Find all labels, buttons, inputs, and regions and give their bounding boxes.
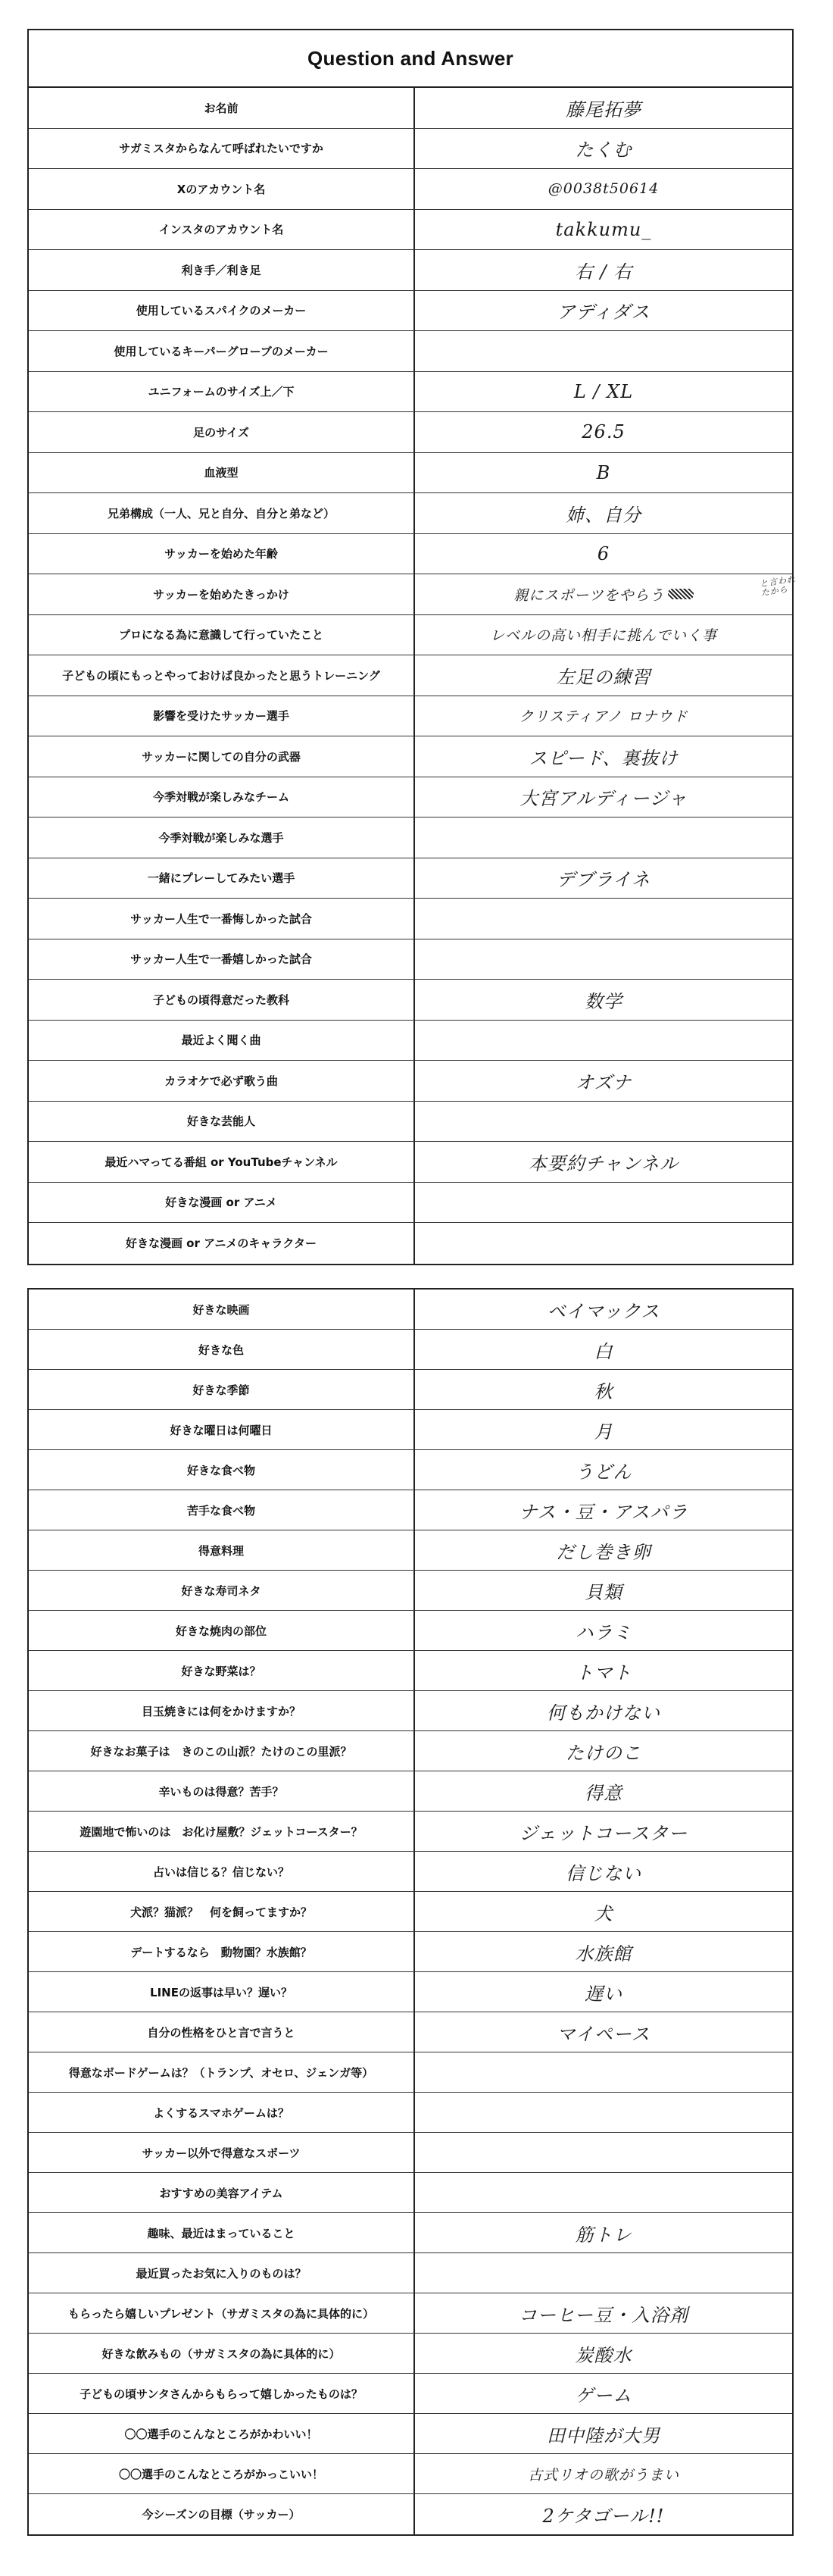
handwritten-answer	[415, 1731, 792, 1771]
question-label: 好きな食べ物	[29, 1450, 415, 1490]
answer-text: ハラミ	[575, 1621, 632, 1643]
qa-row	[29, 88, 792, 129]
questionnaire-sheet-1	[27, 29, 797, 1265]
answer-text: 左足の練習	[556, 666, 651, 688]
qa-row	[29, 1691, 792, 1731]
qa-row	[29, 331, 792, 372]
answer-text: 炭酸水	[575, 2344, 632, 2366]
answer-text: 古式リオの歌がうまい	[528, 2466, 679, 2484]
question-label: 兄弟構成（一人、兄と自分、自分と弟など）	[29, 493, 415, 533]
answer-text: クリスティアノ ロナウド	[519, 708, 688, 726]
qa-row	[29, 210, 792, 251]
handwritten-answer	[415, 129, 792, 169]
handwritten-answer	[415, 2133, 792, 2172]
qa-row	[29, 1021, 792, 1061]
qa-row	[29, 1183, 792, 1224]
qa-row	[29, 2253, 792, 2293]
handwritten-answer	[415, 250, 792, 290]
qa-row	[29, 2414, 792, 2454]
qa-row	[29, 1290, 792, 1330]
qa-row	[29, 493, 792, 534]
answer-text: オズナ	[575, 1071, 632, 1093]
question-label: 好きな曜日は何曜日	[29, 1410, 415, 1449]
question-label: 好きな漫画 or アニメ	[29, 1183, 415, 1223]
qa-row	[29, 980, 792, 1021]
handwritten-answer	[415, 2173, 792, 2212]
question-label: 〇〇選手のこんなところがかっこいい！	[29, 2454, 415, 2493]
qa-row	[29, 1450, 792, 1490]
question-label: 〇〇選手のこんなところがかわいい！	[29, 2414, 415, 2453]
qa-row	[29, 2454, 792, 2494]
answer-text: 6	[597, 542, 610, 564]
answer-text: だし巻き卵	[556, 1541, 651, 1563]
handwritten-answer	[415, 1290, 792, 1329]
answer-text: takkumu_	[555, 218, 652, 240]
handwritten-answer	[415, 88, 792, 128]
qa-row	[29, 1530, 792, 1571]
answer-text: 得意	[585, 1782, 622, 1804]
handwritten-answer	[415, 1410, 792, 1449]
question-label: 最近よく聞く曲	[29, 1021, 415, 1061]
qa-row	[29, 615, 792, 656]
qa-row	[29, 696, 792, 737]
answer-text: L / XL	[573, 380, 634, 402]
question-label: 血液型	[29, 453, 415, 493]
question-label: 今シーズンの目標（サッカー）	[29, 2494, 415, 2534]
qa-row	[29, 818, 792, 858]
crossed-out-scribble	[668, 589, 694, 599]
handwritten-answer	[415, 1892, 792, 1931]
qa-row	[29, 453, 792, 494]
question-label: 好きな寿司ネタ	[29, 1571, 415, 1610]
qa-row	[29, 1771, 792, 1812]
qa-row	[29, 2012, 792, 2052]
answer-text: 犬	[594, 1902, 613, 1924]
answer-text: 秋	[594, 1380, 613, 1402]
question-label: 一緒にプレーしてみたい選手	[29, 858, 415, 899]
question-label: 自分の性格をひと言で言うと	[29, 2012, 415, 2052]
answer-text: ベイマックス	[547, 1300, 660, 1322]
question-label: 好きな野菜は？	[29, 1651, 415, 1690]
handwritten-answer	[415, 2494, 792, 2534]
answer-text: 2ケタゴール!!	[542, 2506, 665, 2527]
handwritten-answer	[415, 1852, 792, 1891]
question-label: 影響を受けたサッカー選手	[29, 696, 415, 736]
qa-row	[29, 1571, 792, 1611]
question-label: 趣味、最近はまっていること	[29, 2213, 415, 2252]
answer-text: 貝類	[585, 1581, 622, 1603]
answer-text: デブライネ	[556, 869, 651, 891]
question-label: Xのアカウント名	[29, 169, 415, 209]
answer-text: 親にスポーツをやらう	[513, 586, 665, 604]
question-label: サッカーを始めたきっかけ	[29, 574, 415, 614]
handwritten-answer	[415, 736, 792, 777]
answer-text: 月	[594, 1421, 613, 1443]
question-label: お名前	[29, 88, 415, 128]
question-label: デートするなら 動物園？水族館？	[29, 1932, 415, 1971]
qa-row	[29, 736, 792, 777]
qa-table-2	[29, 1290, 792, 2534]
handwritten-answer	[415, 1972, 792, 2012]
qa-row	[29, 2494, 792, 2534]
qa-row	[29, 2334, 792, 2374]
answer-text: トマト	[575, 1662, 632, 1683]
handwritten-answer	[415, 1142, 792, 1182]
qa-row	[29, 372, 792, 413]
handwritten-answer	[415, 2253, 792, 2293]
question-label: 使用しているスパイクのメーカー	[29, 291, 415, 331]
question-label: サッカー人生で一番悔しかった試合	[29, 899, 415, 939]
question-label: 子どもの頃サンタさんからもらって嬉しかったものは？	[29, 2374, 415, 2413]
questionnaire-sheet-2	[27, 1288, 794, 2536]
handwritten-answer	[415, 980, 792, 1020]
handwritten-answer	[415, 899, 792, 939]
handwritten-answer	[415, 331, 792, 371]
qa-row	[29, 2213, 792, 2253]
qa-row	[29, 1223, 792, 1264]
question-label: サッカー以外で得意なスポーツ	[29, 2133, 415, 2172]
handwritten-answer	[415, 2454, 792, 2493]
question-label: サッカーに関しての自分の武器	[29, 736, 415, 777]
question-label: もらったら嬉しいプレゼント（サガミスタの為に具体的に）	[29, 2293, 415, 2333]
answer-text: レベルの高い相手に挑んでいく事	[489, 627, 717, 645]
answer-text: 田中陸が大男	[547, 2424, 660, 2446]
qa-row	[29, 534, 792, 575]
qa-row	[29, 1370, 792, 1410]
handwritten-answer	[415, 1691, 792, 1730]
answer-text: たけのこ	[566, 1742, 641, 1764]
answer-text: たくむ	[575, 139, 632, 161]
handwritten-answer	[415, 1771, 792, 1811]
qa-row	[29, 1932, 792, 1972]
qa-row	[29, 1410, 792, 1450]
qa-row	[29, 412, 792, 453]
qa-row	[29, 2093, 792, 2133]
handwritten-answer	[415, 534, 792, 574]
question-label: 遊園地で怖いのは お化け屋敷？ジェットコースター？	[29, 1812, 415, 1851]
handwritten-answer	[415, 1370, 792, 1409]
qa-row	[29, 1812, 792, 1852]
handwritten-answer	[415, 858, 792, 899]
question-label: 好きな芸能人	[29, 1102, 415, 1142]
qa-row	[29, 250, 792, 291]
qa-row	[29, 2173, 792, 2213]
sheet-title: Question and Answer	[29, 30, 792, 88]
qa-row	[29, 2133, 792, 2173]
handwritten-answer	[415, 453, 792, 493]
answer-text: ジェットコースター	[519, 1822, 688, 1844]
handwritten-answer	[415, 1183, 792, 1223]
handwritten-answer	[415, 1932, 792, 1971]
handwritten-answer	[415, 777, 792, 818]
question-label: おすすめの美容アイテム	[29, 2173, 415, 2212]
question-label: プロになる為に意識して行っていたこと	[29, 615, 415, 655]
answer-text: うどん	[575, 1461, 632, 1483]
handwritten-answer	[415, 1102, 792, 1142]
qa-row	[29, 1142, 792, 1183]
qa-row	[29, 2374, 792, 2414]
question-label: ユニフォームのサイズ上／下	[29, 372, 415, 412]
handwritten-answer	[415, 2093, 792, 2132]
handwritten-answer	[415, 1021, 792, 1061]
answer-text: 信じない	[566, 1862, 641, 1884]
answer-text: 本要約チャンネル	[528, 1152, 679, 1174]
answer-text: 白	[594, 1340, 613, 1362]
handwritten-answer	[415, 1061, 792, 1101]
margin-note: と言われ たから	[759, 574, 797, 599]
qa-row	[29, 1490, 792, 1530]
handwritten-answer	[415, 1490, 792, 1530]
question-label: サッカーを始めた年齢	[29, 534, 415, 574]
answer-text: 数学	[585, 990, 622, 1012]
handwritten-answer	[415, 2293, 792, 2333]
handwritten-answer	[415, 372, 792, 412]
answer-text: 姉、自分	[566, 504, 641, 526]
question-label: 今季対戦が楽しみなチーム	[29, 777, 415, 818]
question-label: LINEの返事は早い？遅い？	[29, 1972, 415, 2012]
qa-row	[29, 939, 792, 980]
question-label: 好きな映画	[29, 1290, 415, 1329]
question-label: 今季対戦が楽しみな選手	[29, 818, 415, 858]
question-label: カラオケで必ず歌う曲	[29, 1061, 415, 1101]
question-label: サッカー人生で一番嬉しかった試合	[29, 939, 415, 980]
handwritten-answer	[415, 1223, 792, 1264]
handwritten-answer	[415, 1530, 792, 1570]
question-label: 得意料理	[29, 1530, 415, 1570]
answer-text: @0038t50614	[548, 180, 660, 198]
answer-text: コーヒー豆・入浴剤	[518, 2304, 689, 2326]
question-label: 好きな色	[29, 1330, 415, 1369]
answer-text: 右 / 右	[574, 261, 633, 283]
qa-row	[29, 1852, 792, 1892]
answer-text: B	[596, 461, 611, 483]
answer-text: 遅い	[585, 1983, 622, 2005]
answer-text: ナス・豆・アスパラ	[519, 1501, 688, 1523]
question-label: 子どもの頃にもっとやっておけば良かったと思うトレーニング	[29, 655, 415, 696]
handwritten-answer	[415, 210, 792, 250]
question-label: 最近ハマってる番組 or YouTubeチャンネル	[29, 1142, 415, 1182]
handwritten-answer	[415, 291, 792, 331]
answer-text: 大宮アルディージャ	[519, 788, 688, 810]
handwritten-answer	[415, 1651, 792, 1690]
qa-row	[29, 1611, 792, 1651]
question-label: 得意なボードゲームは？（トランプ、オセロ、ジェンガ等）	[29, 2052, 415, 2092]
answer-text: 筋トレ	[575, 2224, 632, 2246]
qa-row	[29, 129, 792, 170]
qa-row	[29, 1651, 792, 1691]
qa-row	[29, 1061, 792, 1102]
answer-text: 何もかけない	[547, 1702, 660, 1724]
question-label: 最近買ったお気に入りのものは？	[29, 2253, 415, 2293]
qa-row	[29, 777, 792, 818]
question-label: 犬派？猫派？ 何を飼ってますか？	[29, 1892, 415, 1931]
question-label: 辛いものは得意？苦手？	[29, 1771, 415, 1811]
handwritten-answer	[415, 2213, 792, 2252]
handwritten-answer	[415, 615, 792, 655]
question-label: よくするスマホゲームは？	[29, 2093, 415, 2132]
handwritten-answer	[415, 1450, 792, 1490]
qa-row	[29, 1731, 792, 1771]
question-label: 使用しているキーパーグローブのメーカー	[29, 331, 415, 371]
answer-text: 藤尾拓夢	[566, 98, 641, 120]
handwritten-answer	[415, 412, 792, 452]
answer-text: マイペース	[557, 2023, 650, 2045]
question-label: 苦手な食べ物	[29, 1490, 415, 1530]
handwritten-answer	[415, 2414, 792, 2453]
question-label: 利き手／利き足	[29, 250, 415, 290]
answer-text: アディダス	[557, 302, 650, 324]
handwritten-answer	[415, 1330, 792, 1369]
handwritten-answer	[415, 655, 792, 696]
qa-row	[29, 574, 797, 615]
answer-text: 水族館	[575, 1943, 632, 1965]
answer-text: 26.5	[582, 421, 626, 443]
question-label: 好きな焼肉の部位	[29, 1611, 415, 1650]
qa-row	[29, 655, 792, 696]
qa-row	[29, 291, 792, 332]
qa-row	[29, 858, 792, 899]
question-label: インスタのアカウント名	[29, 210, 415, 250]
handwritten-answer	[415, 818, 792, 858]
handwritten-answer	[415, 1812, 792, 1851]
handwritten-answer	[415, 169, 792, 209]
answer-text: ゲーム	[575, 2384, 632, 2406]
handwritten-answer	[415, 2374, 792, 2413]
handwritten-answer	[415, 574, 797, 614]
qa-row	[29, 1330, 792, 1370]
question-label: 好きな漫画 or アニメのキャラクター	[29, 1223, 415, 1264]
question-label: 好きな飲みもの（サガミスタの為に具体的に）	[29, 2334, 415, 2373]
handwritten-answer	[415, 1571, 792, 1610]
handwritten-answer	[415, 2012, 792, 2052]
qa-row	[29, 899, 792, 939]
qa-row	[29, 1972, 792, 2012]
question-label: 好きなお菓子は きのこの山派？たけのこの里派？	[29, 1731, 415, 1771]
answer-text: スピード、裏抜け	[529, 747, 679, 769]
qa-row	[29, 169, 792, 210]
handwritten-answer	[415, 939, 792, 980]
handwritten-answer	[415, 2334, 792, 2373]
qa-row	[29, 1102, 792, 1143]
question-label: 占いは信じる？信じない？	[29, 1852, 415, 1891]
qa-row	[29, 2052, 792, 2093]
qa-row	[29, 1892, 792, 1932]
handwritten-answer	[415, 1611, 792, 1650]
handwritten-answer	[415, 696, 792, 736]
question-label: 好きな季節	[29, 1370, 415, 1409]
handwritten-answer	[415, 493, 792, 533]
question-label: 目玉焼きには何をかけますか？	[29, 1691, 415, 1730]
qa-row	[29, 2293, 792, 2334]
handwritten-answer	[415, 2052, 792, 2092]
question-label: 足のサイズ	[29, 412, 415, 452]
question-label: サガミスタからなんて呼ばれたいですか	[29, 129, 415, 169]
question-label: 子どもの頃得意だった教科	[29, 980, 415, 1020]
qa-table-1	[29, 88, 797, 1264]
